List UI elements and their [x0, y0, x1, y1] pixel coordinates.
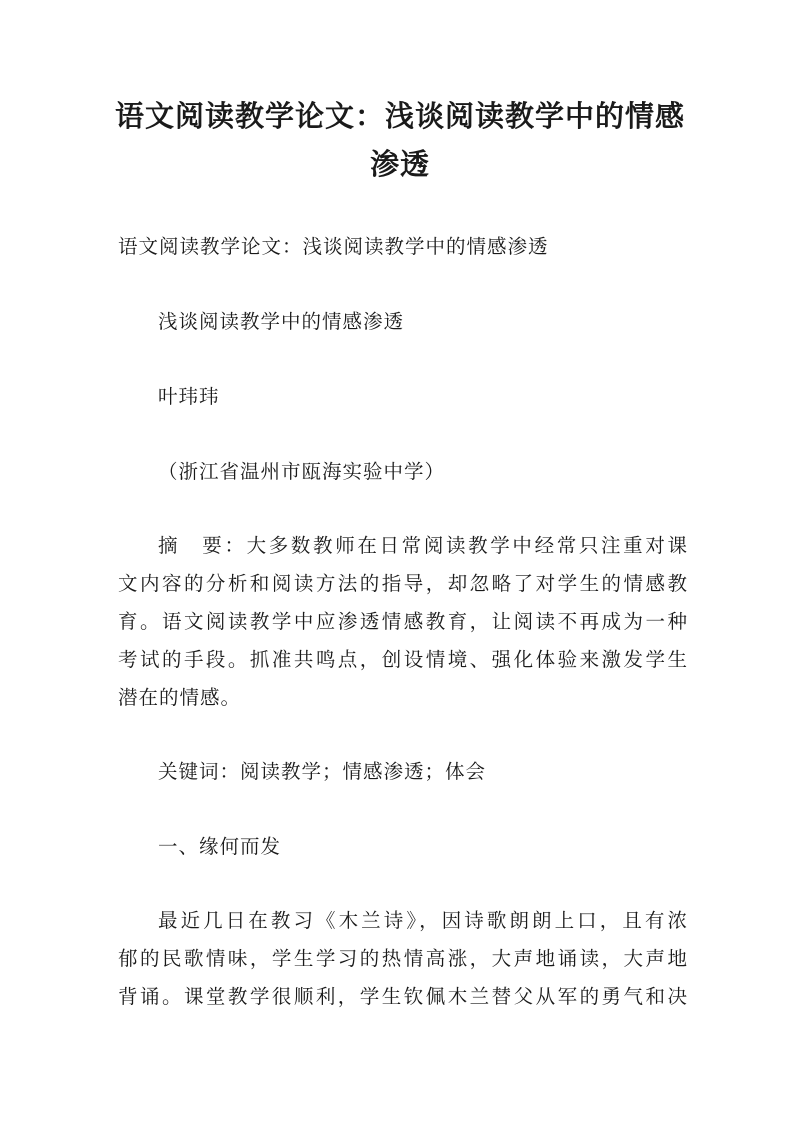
abstract-line: 摘 要：大多数教师在日常阅读教学中经常只注重对课 [158, 534, 688, 557]
author-name: 叶玮玮 [158, 385, 220, 408]
author-affiliation: （浙江省温州市瓯海实验中学） [158, 460, 446, 483]
section-heading: 一、缘何而发 [158, 835, 282, 858]
abstract-line: 潜在的情感。 [118, 686, 242, 709]
title-line-1: 语文阅读教学论文：浅谈阅读教学中的情感 [114, 99, 685, 133]
body-line: 最近几日在教习《木兰诗》，因诗歌朗朗上口，且有浓 [158, 909, 688, 932]
body-line: 郁的民歌情味，学生学习的热情高涨，大声地诵读，大声地 [118, 947, 688, 970]
header-line: 语文阅读教学论文：浅谈阅读教学中的情感渗透 [118, 235, 549, 258]
abstract-line: 育。语文阅读教学中应渗透情感教育，让阅读不再成为一种 [118, 610, 688, 633]
subtitle: 浅谈阅读教学中的情感渗透 [158, 310, 405, 333]
abstract-line: 考试的手段。抓准共鸣点，创设情境、强化体验来激发学生 [118, 648, 688, 671]
title-line-2: 渗透 [369, 147, 430, 181]
keywords: 关键词：阅读教学；情感渗透；体会 [158, 760, 487, 783]
body-paragraph [118, 902, 688, 1016]
document-title [100, 92, 700, 188]
abstract-paragraph [118, 527, 688, 717]
abstract-line: 文内容的分析和阅读方法的指导，却忽略了对学生的情感教 [118, 572, 688, 595]
body-line: 背诵。课堂教学很顺利，学生钦佩木兰替父从军的勇气和决 [118, 985, 688, 1008]
